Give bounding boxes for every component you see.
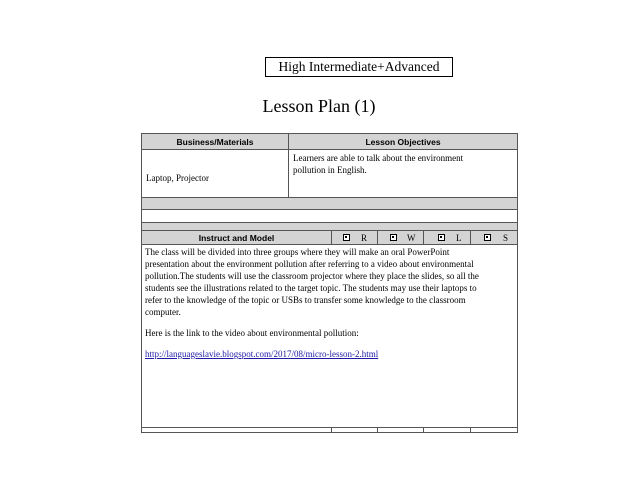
checkbox-icon[interactable] [390,234,397,241]
link-intro: Here is the link to the video about environmental pollution: [145,328,359,338]
bottom-cell [424,428,471,433]
skill-r-cell [332,231,378,244]
materials-header: Business/Materials [142,134,289,149]
skill-label: W [407,233,416,243]
checkbox-icon[interactable] [484,234,491,241]
objectives-line-1: Learners are able to talk about the environment [293,153,464,163]
instruct-header-row [142,231,517,245]
checkbox-icon[interactable] [343,234,350,241]
bottom-cell [332,428,378,433]
table-row [142,150,517,198]
body-line: computer. [145,307,181,317]
objectives-line-2: pollution in English. [293,165,367,175]
skill-label: L [456,233,462,243]
video-link[interactable]: http://languageslavie.blogspot.com/2017/08/micro-lesson-2.html [145,349,379,359]
body-line: presentation about the environment pollution after referring to a video about environmental [145,259,474,269]
separator-row [142,198,517,210]
instruct-header: Instruct and Model [142,231,332,244]
spacer [145,318,479,327]
instruct-body-cell [142,245,517,427]
skill-label: R [361,233,368,243]
materials-cell [142,150,289,197]
bottom-cell [378,428,424,433]
skill-label: S [503,233,509,243]
lesson-plan-table [141,133,518,433]
instruct-body-text [145,246,479,360]
skill-s-cell [471,231,517,244]
checkbox-icon[interactable] [438,234,445,241]
body-line: refer to the knowledge of the topic or USBs to transfer some knowledge to the classroom [145,295,466,305]
empty-row [142,210,517,223]
body-line: The class will be divided into three groups where they will make an oral PowerPoint [145,247,450,257]
skill-l-cell [424,231,471,244]
spacer [145,339,479,348]
body-line: students see the illustrations related to the target topic. The students may use their laptops to [145,283,477,293]
materials-text: Laptop, Projector [146,173,209,183]
page-title: Lesson Plan (1) [262,96,376,116]
level-label: High Intermediate+Advanced [265,57,453,77]
table-header-row [142,134,517,150]
skill-w-cell [378,231,424,244]
bottom-row [142,427,517,433]
body-line: pollution.The students will use the classroom projector where they place the slides, so all the [145,271,479,281]
objectives-header: Lesson Objectives [365,137,441,147]
bottom-cell [142,428,332,433]
objectives-cell [289,150,517,197]
separator-row [142,223,517,231]
